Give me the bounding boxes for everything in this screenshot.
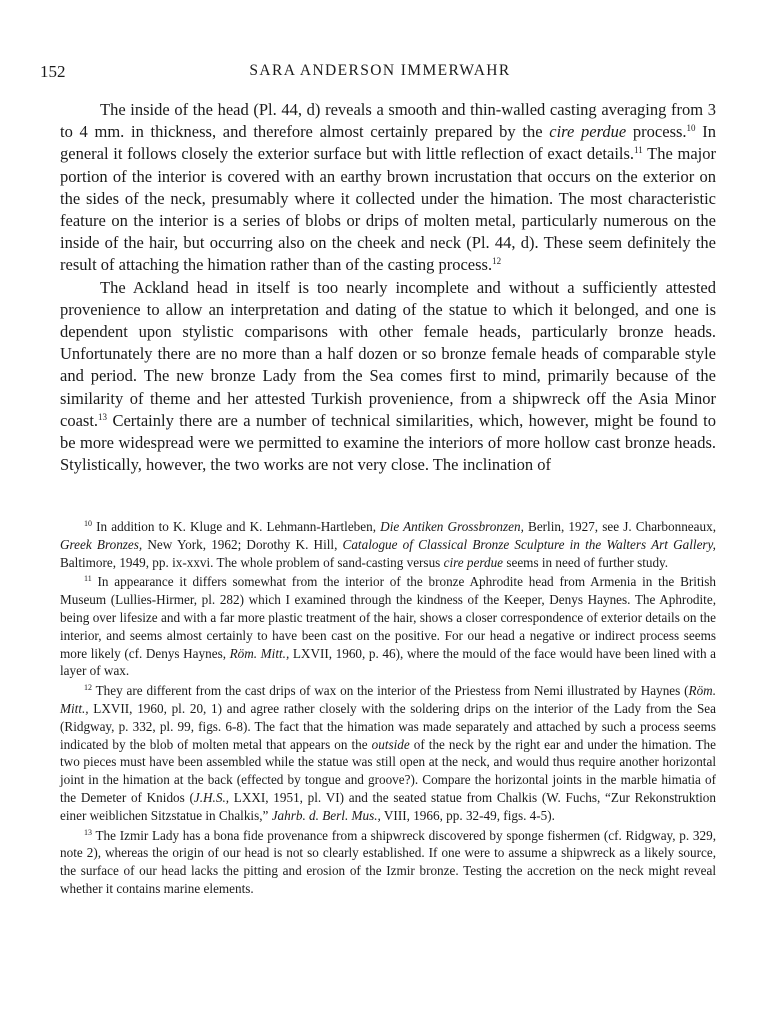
- main-text: [60, 99, 716, 476]
- footnotes: [60, 518, 716, 900]
- footnote-number: 12: [84, 683, 92, 693]
- footnote-ref: 10: [686, 123, 696, 134]
- paragraph-1: The inside of the head (Pl. 44, d) reveals a smooth and thin-walled casting averaging from 3 to 4 mm. in thickness, and therefore almost certainly prepared by the cire perdue process.$^{10}$ In general it follows closely the exterior surface but with little reflection of exact details.$^{11}$ The major portion of the interior is covered with an earthy brown incrustation that occurs on the exterior on the sides of the neck, presumably where it collected under the himation. The most characteristic feature on the interior is a series of blobs or drips of molten metal, particularly numerous on the inside of the hair, but occurring also on the cheek and neck (Pl. 44, d). These seem definitely the result of attaching the himation rather than of the casting process.$^{12}$: [60, 100, 717, 275]
- footnote-number: 11: [84, 574, 92, 584]
- paragraph-2: The Ackland head in itself is too nearly incomplete and without a sufficiently attested provenience to allow an interpretation and dating of the statue to which it belonged, and one is dependent upon stylistic comparisons with other female heads, particularly bronze heads. Unfortunately there are no more than a half dozen or so bronze female heads of comparable style and period. The new bronze Lady from the Sea comes first to mind, primarily because of the similarity of theme and her attested Turkish provenience, from a shipwreck off the Asia Minor coast.$^{13}$ Certainly there are a number of technical similarities, which, however, might be found to be more widespread were we permitted to examine the interiors of more hollow cast bronze heads. Stylistically, however, the two works are not very close. The inclination of: [60, 277, 716, 475]
- page-number: 152: [40, 62, 66, 81]
- italic-term: cire perdue: [549, 122, 627, 142]
- footnote-number: 13: [84, 827, 92, 837]
- footnote-10: $^{10}$ In addition to K. Kluge and K. Lehmann-Hartleben, Die Antiken Grossbronzen, Berlin, 1927, see J. Charbonneaux, Greek Bronzes, New York, 1962; Dorothy K. Hill, Catalogue of Classical Bronze Sculpture in the Walters Art Gallery, Baltimore, 1949, pp. ix-xxvi. The whole problem of sand-casting versus cire perdue seems in need of further study.: [60, 519, 717, 570]
- footnote-ref: 13: [98, 411, 108, 422]
- page-header: [40, 62, 720, 86]
- footnote-11: $^{11}$ In appearance it differs somewhat from the interior of the bronze Aphrodite head from Armenia in the British Museum (Lullies-Hirmer, pl. 282) which I examined through the kindness of the Keeper, Denys Haynes. The Aphrodite, being over lifesize and with a far more plastic treatment of the hair, shows a closer correspondence of exterior details on the interior, and seems almost certainly to have been cast on the positive. For our head a negative or indirect process seems more likely (cf. Denys Haynes, Röm. Mitt., LXVII, 1960, p. 46), where the mould of the face would have been lined with a layer of wax.: [60, 574, 717, 679]
- footnote-ref: 11: [634, 145, 643, 156]
- footnote-number: 10: [84, 519, 92, 528]
- running-head: SARA ANDERSON IMMERWAHR: [249, 62, 511, 79]
- footnote-ref: 12: [492, 256, 502, 267]
- footnote-12: $^{12}$ They are different from the cast drips of wax on the interior of the Priestess from Nemi illustrated by Haynes (Röm. Mitt., LXVII, 1960, pl. 20, 1) and agree rather closely with the soldering drips on the interior of the Lady from the Sea (Ridgway, p. 332, pl. 99, figs. 6-8). The fact that the himation was made separately and attached by such a process seems indicated by the blob of molten metal that appears on the outside of the neck by the right ear and under the himation. The two pieces must have been assembled while the statue was still open at the neck, and would thus require another horizontal joint in the himation at the back (effected by tongue and groove?). Compare the horizontal joints in the marble himatia of the Demeter of Knidos (J.H.S., LXXI, 1951, pl. VI) and the seated statue from Chalkis (W. Fuchs, “Zur Rekonstruktion einer weiblichen Sitzstatue in Chalkis,” Jahrb. d. Berl. Mus., VIII, 1966, pp. 32-49, figs. 4-5).: [60, 683, 717, 823]
- footnote-13: $^{13}$ The Izmir Lady has a bona fide provenance from a shipwreck discovered by sponge fishermen (cf. Ridgway, p. 329, note 2), whereas the origin of our head is not so clearly established. If one were to assume a shipwreck as a likely source, the surface of our head lacks the pitting and erosion of the Izmir bronze. Testing the accretion on the neck might reveal whether it contains marine elements.: [60, 827, 716, 896]
